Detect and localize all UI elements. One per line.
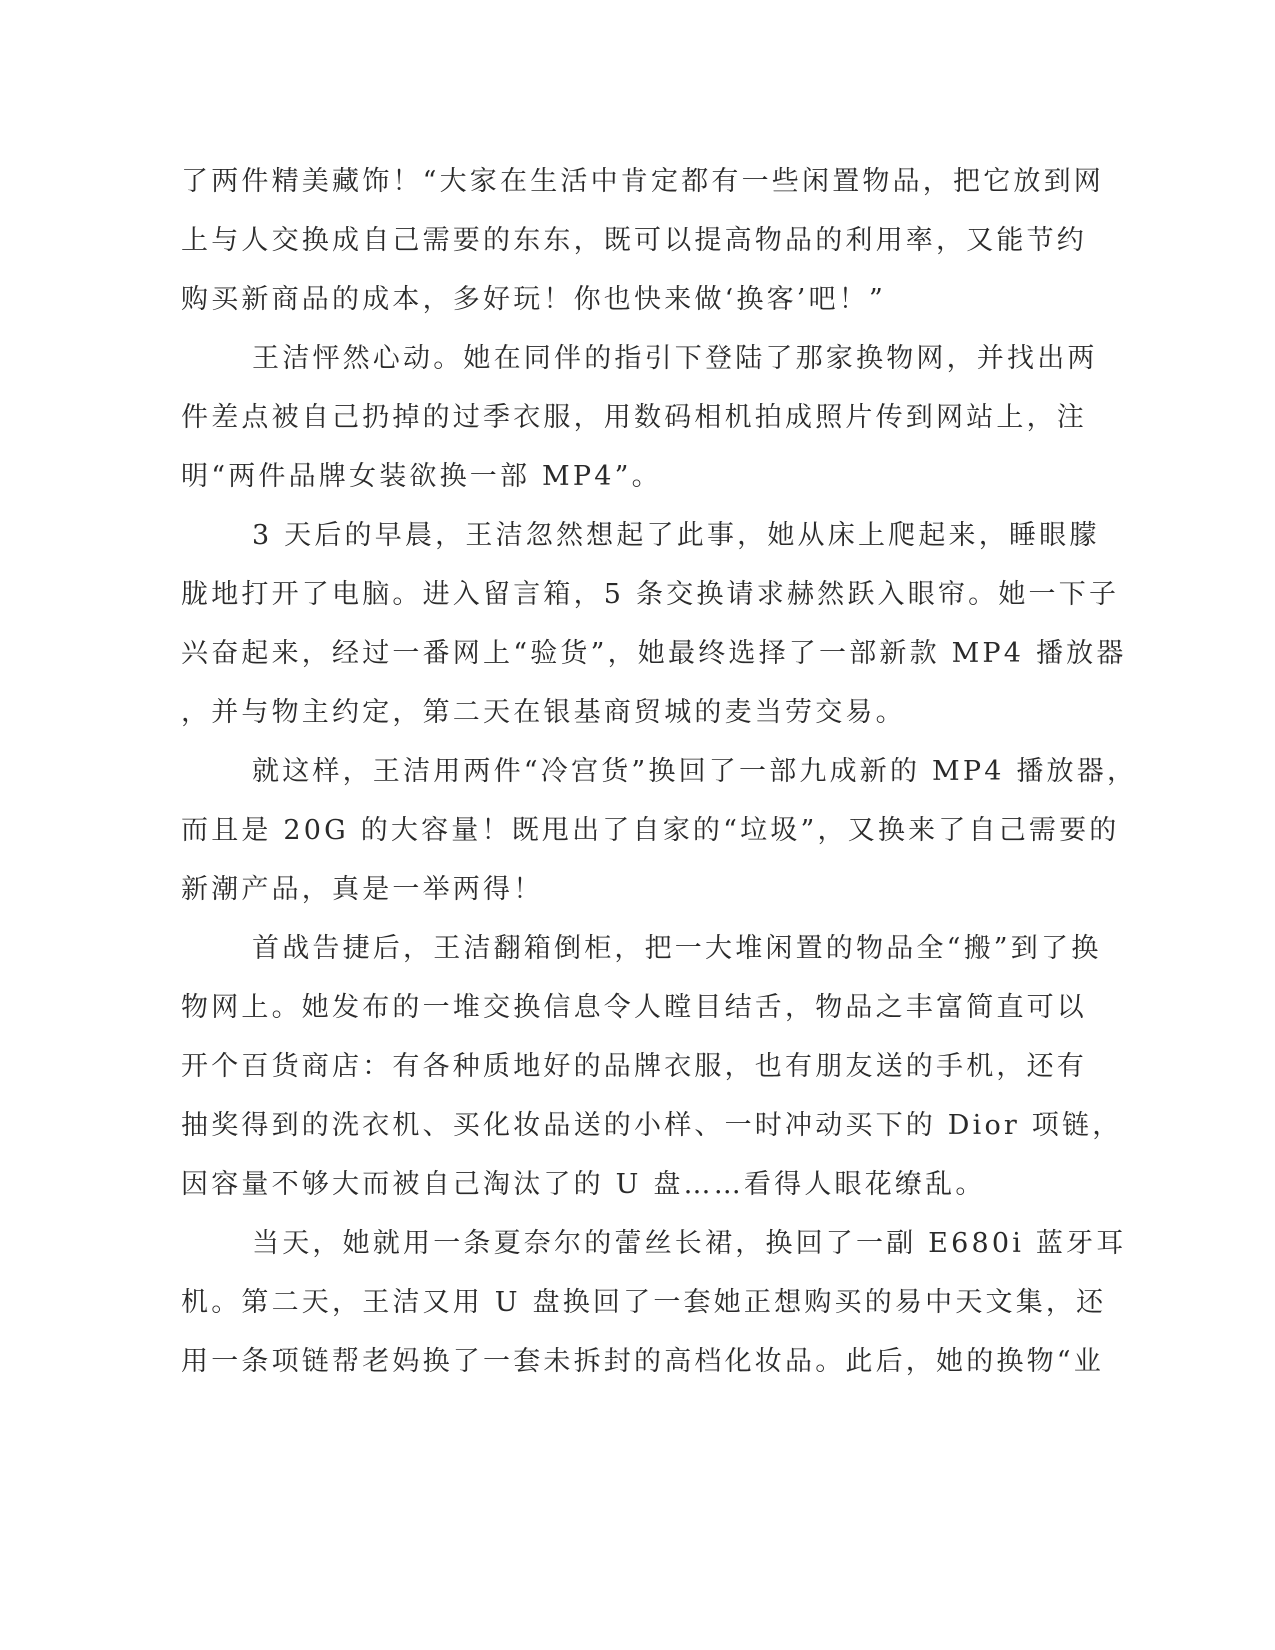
text-line: 王洁怦然心动。她在同伴的指引下登陆了那家换物网，并找出两 [252,343,1098,374]
text-line: 用一条项链帮老妈换了一套未拆封的高档化妆品。此后，她的换物“业 [181,1346,1105,1377]
text-line: 就这样，王洁用两件“冷宫货”换回了一部九成新的 MP4 播放器， [252,756,1138,787]
text-line: 抽奖得到的洗衣机、买化妆品送的小样、一时冲动买下的 Dior 项链， [181,1110,1123,1141]
text-line: 明“两件品牌女装欲换一部 MP4”。 [181,461,662,492]
text-line: 件差点被自己扔掉的过季衣服，用数码相机拍成照片传到网站上，注 [181,402,1087,433]
text-line: 上与人交换成自己需要的东东，既可以提高物品的利用率，又能节约 [181,225,1087,256]
text-line: 首战告捷后，王洁翻箱倒柜，把一大堆闲置的物品全“搬”到了换 [252,933,1102,964]
text-line: 开个百货商店：有各种质地好的品牌衣服，也有朋友送的手机，还有 [181,1051,1087,1082]
text-line: ，并与物主约定，第二天在银基商贸城的麦当劳交易。 [181,697,906,728]
text-line: 购买新商品的成本，多好玩！你也快来做‘换客’吧！” [181,284,886,315]
text-line: 了两件精美藏饰！“大家在生活中肯定都有一些闲置物品，把它放到网 [181,166,1105,197]
text-line: 而且是 20G 的大容量！既甩出了自家的“垃圾”，又换来了自己需要的 [181,815,1120,846]
text-line: 胧地打开了电脑。进入留言箱，5 条交换请求赫然跃入眼帘。她一下子 [181,579,1120,610]
text-line: 因容量不够大而被自己淘汰了的 U 盘……看得人眼花缭乱。 [181,1169,986,1200]
body-text [181,152,1138,1391]
text-line: 当天，她就用一条夏奈尔的蕾丝长裙，换回了一副 E680i 蓝牙耳 [252,1228,1127,1259]
text-line: 物网上。她发布的一堆交换信息令人瞠目结舌，物品之丰富简直可以 [181,992,1087,1023]
text-line: 兴奋起来，经过一番网上“验货”，她最终选择了一部新款 MP4 播放器 [181,638,1127,669]
text-line: 3 天后的早晨，王洁忽然想起了此事，她从床上爬起来，睡眼朦 [252,520,1100,551]
text-line: 新潮产品，真是一举两得！ [181,874,544,905]
text-line: 机。第二天，王洁又用 U 盘换回了一套她正想购买的易中天文集，还 [181,1287,1107,1318]
